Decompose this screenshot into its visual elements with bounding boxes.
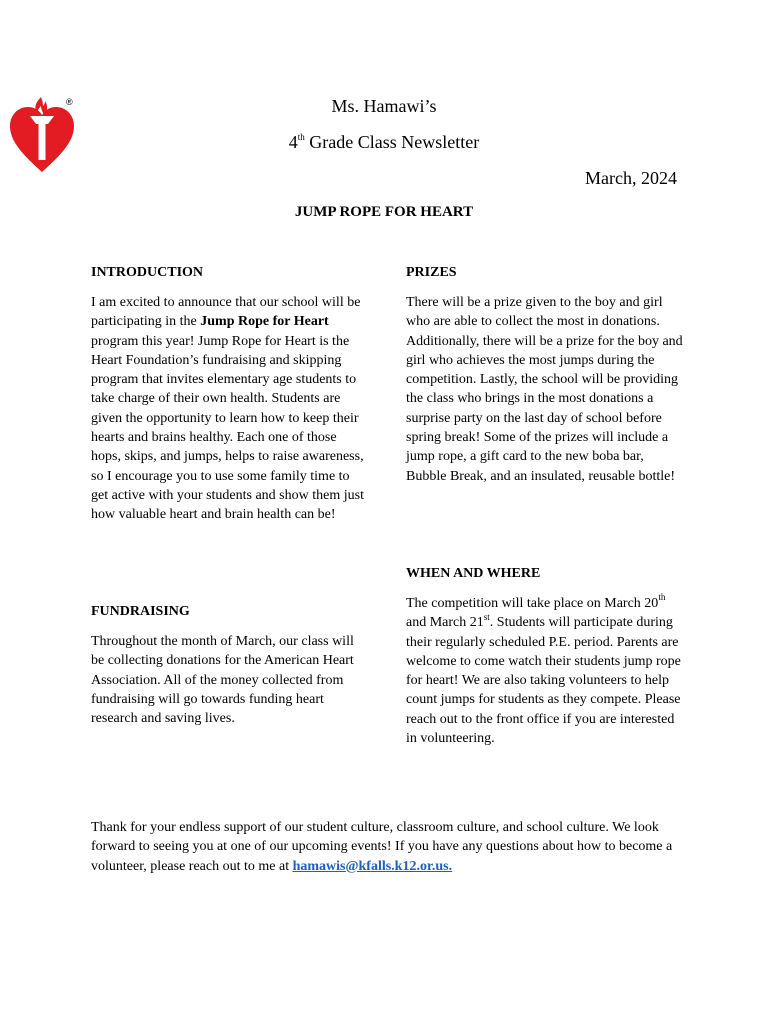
when-where-paragraph	[406, 594, 684, 748]
when-where-text-2: and March 21	[406, 615, 484, 631]
when-where-text-1: The competition will take place on March 20	[406, 596, 659, 611]
grade-rest: Grade Class Newsletter	[304, 132, 480, 152]
introduction-text-1: I am excited to announce that our school will be participating in the	[91, 295, 361, 330]
newsletter-date: March, 2024	[585, 168, 677, 188]
closing-text: Thank for your endless support of our student culture, classroom culture, and school culture. We look forward to seeing you at one of our upcoming events! If you have any questions about how to become a volunteer, please reach out to me at	[91, 820, 673, 874]
when-where-heading: WHEN AND WHERE	[406, 566, 541, 581]
introduction-text-2: program this year! Jump Rope for Heart is the Heart Foundation’s fundraising and skipping program that invites elementary age students to take charge of their own health. Students are given the opportunity to learn how to keep their hearts and brains healthy. Each one of those hops, skips, and jumps, helps to raise awareness, so I encourage you to use some family time to get active with your students and show them just how valuable heart and brain health can be!	[91, 333, 364, 523]
when-where-text-3: . Students will participate during their regularly scheduled P.E. period. Parents are welcome to come watch their students jump rope for heart! We are also taking volunteers to help count jumps for students as they compete. Please reach out to the front office if you are interested in volunteering.	[406, 615, 681, 747]
fundraising-heading: FUNDRAISING	[91, 604, 190, 619]
prizes-paragraph: There will be a prize given to the boy and girl who are able to collect the most in donations. Additionally, there will be a prize for the boy and girl who achieves the most jumps during the competition. Lastly, the school will be providing the class who brings in the most donations a surprise party on the last day of school before spring break! Some of the prizes will include a jump rope, a gift card to the new boba bar, Bubble Break, and an insulated, reusable bottle!	[406, 295, 683, 484]
when-where-sup-2: st	[483, 611, 490, 622]
when-where-sup-1: th	[658, 592, 666, 603]
grade-superscript: th	[297, 132, 305, 142]
registered-mark: ®	[66, 97, 73, 107]
closing-paragraph	[91, 818, 681, 876]
grade-number: 4	[288, 132, 298, 152]
introduction-heading: INTRODUCTION	[91, 265, 204, 280]
fundraising-paragraph: Throughout the month of March, our class will be collecting donations for the American Heart Association. All of the money collected from fundraising will go towards funding heart research and saving lives.	[91, 634, 354, 727]
newsletter-title: JUMP ROPE FOR HEART	[294, 204, 474, 220]
teacher-name: Ms. Hamawi’s	[331, 96, 437, 116]
introduction-bold: Jump Rope for Heart	[200, 314, 329, 330]
newsletter-subtitle	[0, 131, 768, 153]
introduction-paragraph	[91, 293, 369, 525]
email-link[interactable]: hamawis@kfalls.k12.or.us.	[292, 858, 453, 874]
prizes-heading: PRIZES	[406, 265, 457, 280]
